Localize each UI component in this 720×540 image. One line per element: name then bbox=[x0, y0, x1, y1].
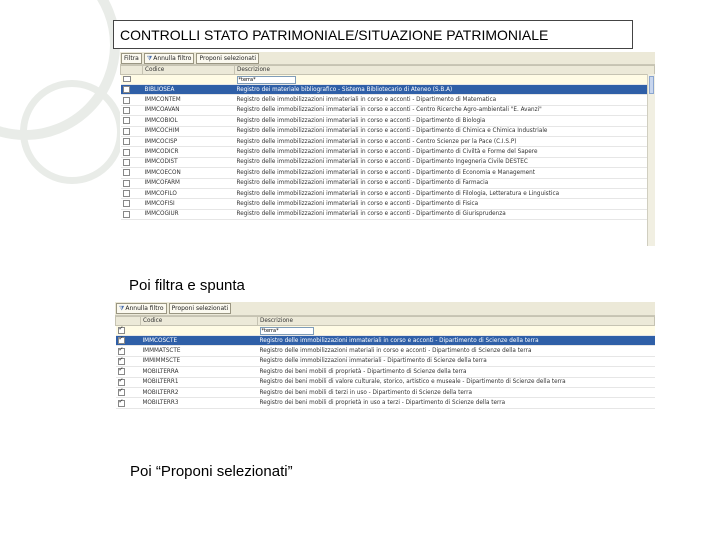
code-cell: IMMCOCHIM bbox=[143, 126, 235, 136]
table-row[interactable] bbox=[121, 147, 655, 157]
toolbar bbox=[120, 52, 655, 65]
description-cell: Registro delle immobilizzazioni immateriali in corso e acconti - Centro Ricerche Agro-ambientali "E. Avanzi" bbox=[235, 105, 655, 115]
filter-row bbox=[116, 326, 655, 336]
filter-checkbox[interactable] bbox=[118, 327, 125, 334]
table-row[interactable] bbox=[121, 178, 655, 188]
decorative-arc-small bbox=[20, 80, 124, 184]
filter-checkbox[interactable] bbox=[123, 76, 131, 82]
row-checkbox[interactable] bbox=[123, 200, 130, 207]
table-row[interactable] bbox=[116, 387, 655, 397]
code-cell: IMMCOBIOL bbox=[143, 116, 235, 126]
row-checkbox[interactable] bbox=[118, 379, 125, 386]
description-cell: Registro delle immobilizzazioni immateriali in corso e acconti - Dipartimento di Matematica bbox=[235, 95, 655, 105]
table-row[interactable] bbox=[116, 346, 655, 356]
row-checkbox[interactable] bbox=[123, 149, 130, 156]
description-cell: Registro delle immobilizzazioni immateriali in corso e acconti - Dipartimento Ingegneria Civile DESTEC bbox=[235, 157, 655, 167]
row-checkbox[interactable] bbox=[123, 211, 130, 218]
row-checkbox[interactable] bbox=[118, 389, 125, 396]
table-row[interactable] bbox=[116, 356, 655, 366]
cancel-filter-button[interactable]: ⧩ Annulla filtro bbox=[144, 53, 195, 64]
filter-button[interactable]: Filtra bbox=[121, 53, 142, 64]
row-checkbox[interactable] bbox=[123, 86, 130, 93]
description-cell: Registro delle immobilizzazioni immateriali in corso e acconti - Dipartimento di Biologia bbox=[235, 116, 655, 126]
vertical-scrollbar[interactable] bbox=[647, 74, 655, 246]
description-cell: Registro dei beni mobili di valore culturale, storico, artistico e museale - Dipartimento di Scienze della terra bbox=[258, 377, 655, 387]
cancel-filter-button[interactable]: ⧩ Annulla filtro bbox=[116, 303, 167, 314]
table-row[interactable] bbox=[121, 157, 655, 167]
row-checkbox[interactable] bbox=[118, 337, 125, 344]
row-checkbox[interactable] bbox=[118, 348, 125, 355]
code-column-header[interactable]: Codice bbox=[143, 66, 235, 75]
table-row[interactable] bbox=[121, 126, 655, 136]
row-checkbox[interactable] bbox=[123, 169, 130, 176]
table-row[interactable] bbox=[121, 136, 655, 146]
code-cell: IMMCOECON bbox=[143, 168, 235, 178]
table-row[interactable] bbox=[121, 85, 655, 95]
code-column-header[interactable]: Codice bbox=[141, 317, 258, 326]
select-column-header bbox=[116, 317, 141, 326]
table-row[interactable] bbox=[121, 95, 655, 105]
registry-grid bbox=[120, 65, 655, 220]
row-checkbox[interactable] bbox=[123, 117, 130, 124]
description-cell: Registro delle immobilizzazioni immateriali in corso e acconti - Dipartimento di Civiltà e Forme del Sapere bbox=[235, 147, 655, 157]
filter-row bbox=[121, 75, 655, 85]
row-checkbox[interactable] bbox=[123, 128, 130, 135]
description-cell: Registro delle immobilizzazioni immateriali in corso e acconti - Dipartimento di Farmacia bbox=[235, 178, 655, 188]
row-checkbox[interactable] bbox=[123, 107, 130, 114]
description-cell: Registro delle immobilizzazioni immateriali in corso e acconti - Dipartimento di Fisica bbox=[235, 199, 655, 209]
table-row[interactable] bbox=[121, 188, 655, 198]
code-cell: MOBILTERRA bbox=[141, 367, 258, 377]
description-cell: Registro delle immobilizzazioni immateriali in corso e acconti - Dipartimento di Filologia, Letteratura e Linguistica bbox=[235, 188, 655, 198]
code-cell: IMMCOFISI bbox=[143, 199, 235, 209]
code-cell: IMMIMMSCTE bbox=[141, 356, 258, 366]
code-cell: IMMCONTEM bbox=[143, 95, 235, 105]
table-row[interactable] bbox=[116, 336, 655, 346]
description-filter-input[interactable]: *terra* bbox=[260, 327, 314, 335]
row-checkbox[interactable] bbox=[123, 138, 130, 145]
code-cell: IMMCOFARM bbox=[143, 178, 235, 188]
table-row[interactable] bbox=[121, 168, 655, 178]
table-row[interactable] bbox=[116, 377, 655, 387]
description-filter-input[interactable]: *terra* bbox=[237, 76, 296, 84]
description-cell: Registro delle immobilizzazioni immateriali - Dipartimento di Scienze della terra bbox=[258, 356, 655, 366]
screenshot-2 bbox=[115, 302, 655, 447]
code-cell: IMMCOFILO bbox=[143, 188, 235, 198]
row-checkbox[interactable] bbox=[118, 400, 125, 407]
table-row[interactable] bbox=[121, 209, 655, 219]
table-row[interactable] bbox=[116, 367, 655, 377]
code-cell: IMMCOAVAN bbox=[143, 105, 235, 115]
code-cell: BIBLIOSEA bbox=[143, 85, 235, 95]
row-checkbox[interactable] bbox=[123, 180, 130, 187]
code-cell: MOBILTERR2 bbox=[141, 387, 258, 397]
table-row[interactable] bbox=[116, 398, 655, 408]
description-cell: Registro delle immobilizzazioni immateriali in corso e acconti - Centro Scienze per la Pace (C.I.S.P) bbox=[235, 136, 655, 146]
table-row[interactable] bbox=[121, 199, 655, 209]
description-cell: Registro delle immobilizzazioni immateriali in corso e acconti - Dipartimento di Giurisprudenza bbox=[235, 209, 655, 219]
code-cell: MOBILTERR3 bbox=[141, 398, 258, 408]
table-row[interactable] bbox=[121, 116, 655, 126]
caption-propose: Poi “Proponi selezionati” bbox=[130, 463, 293, 480]
table-row[interactable] bbox=[121, 105, 655, 115]
row-checkbox[interactable] bbox=[118, 368, 125, 375]
screenshot-1 bbox=[120, 52, 655, 246]
registry-grid bbox=[115, 316, 655, 409]
code-cell: IMMMATSCTE bbox=[141, 346, 258, 356]
toolbar bbox=[115, 302, 655, 316]
code-cell: IMMCOCISP bbox=[143, 136, 235, 146]
caption-filter: Poi filtra e spunta bbox=[129, 277, 245, 294]
row-checkbox[interactable] bbox=[123, 159, 130, 166]
description-cell: Registro dei beni mobili di terzi in uso - Dipartimento di Scienze della terra bbox=[258, 387, 655, 397]
propose-selected-button[interactable]: Proponi selezionati bbox=[169, 303, 232, 314]
slide-title: CONTROLLI STATO PATRIMONIALE/SITUAZIONE PATRIMONIALE bbox=[113, 20, 633, 49]
code-cell: IMMCOGIUR bbox=[143, 209, 235, 219]
code-cell: IMMCOSCTE bbox=[141, 336, 258, 346]
description-cell: Registro delle immobilizzazioni immateriali in corso e acconti - Dipartimento di Chimica e Chimica Industriale bbox=[235, 126, 655, 136]
description-cell: Registro dei beni mobili di proprietà - Dipartimento di Scienze della terra bbox=[258, 367, 655, 377]
select-column-header bbox=[121, 66, 143, 75]
code-cell: IMMCODIST bbox=[143, 157, 235, 167]
row-checkbox[interactable] bbox=[123, 97, 130, 104]
scrollbar-thumb[interactable] bbox=[649, 76, 654, 94]
description-cell: Registro delle immobilizzazioni immateriali in corso e acconti - Dipartimento di Economia e Management bbox=[235, 168, 655, 178]
filter-icon: ⧩ bbox=[146, 54, 153, 62]
code-cell: MOBILTERR1 bbox=[141, 377, 258, 387]
row-checkbox[interactable] bbox=[123, 190, 130, 197]
description-column-header[interactable]: Descrizione bbox=[258, 317, 655, 326]
description-cell: Registro dei materiale bibliografico - Sistema Bibliotecario di Ateneo (S.B.A) bbox=[235, 85, 655, 95]
description-cell: Registro delle immobilizzazioni immateriali in corso e acconti - Dipartimento di Scienze della terra bbox=[258, 336, 655, 346]
propose-selected-button[interactable]: Proponi selezionati bbox=[196, 53, 259, 64]
code-cell: IMMCODICR bbox=[143, 147, 235, 157]
description-cell: Registro delle immobilizzazioni materiali in corso e acconti - Dipartimento di Scienze della terra bbox=[258, 346, 655, 356]
description-column-header[interactable]: Descrizione bbox=[235, 66, 655, 75]
filter-icon: ⧩ bbox=[119, 305, 125, 312]
description-cell: Registro dei beni mobili di proprietà in uso a terzi - Dipartimento di Scienze della terra bbox=[258, 398, 655, 408]
row-checkbox[interactable] bbox=[118, 358, 125, 365]
